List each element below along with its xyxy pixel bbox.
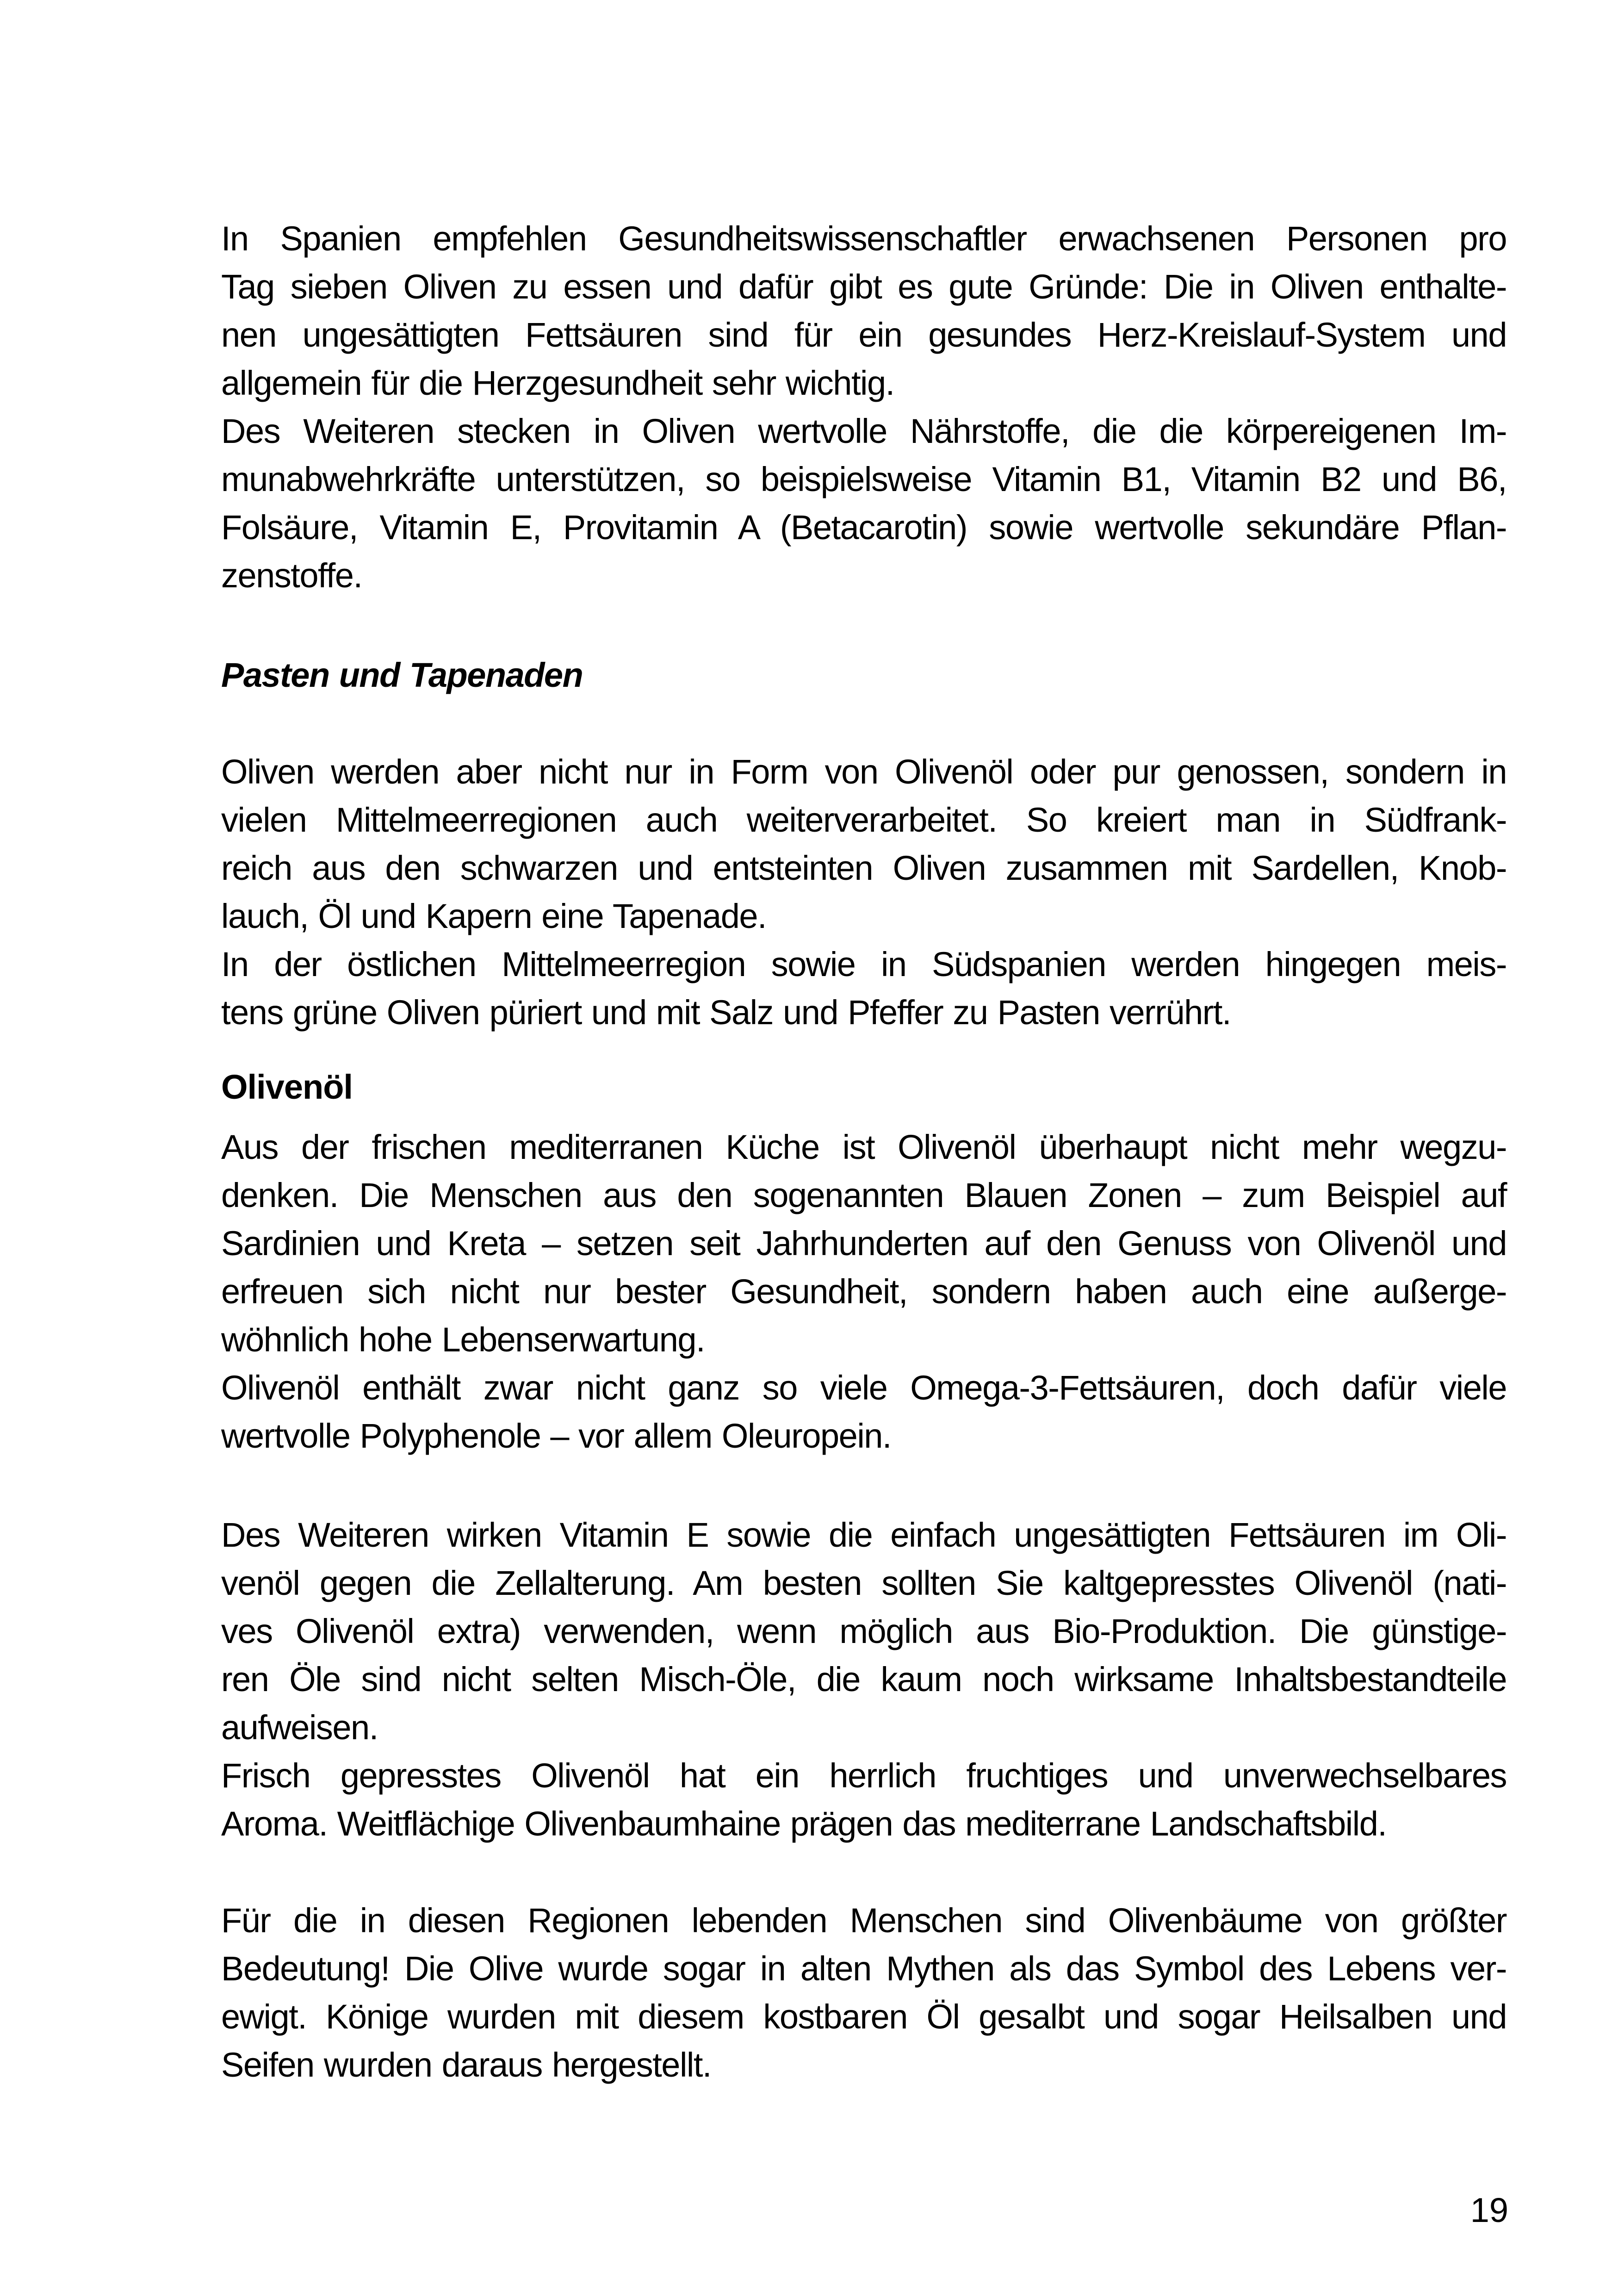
text-line: Frisch gepresstes Olivenöl hat ein herrlich fruchtiges und unverwechselbares <box>221 1756 1506 1795</box>
text-line: zenstoffe. <box>221 556 362 595</box>
text-line: vielen Mittelmeerregionen auch weiterverarbeitet. So kreiert man in Südfrank- <box>221 801 1506 839</box>
text-line: allgemein für die Herzgesundheit sehr wichtig. <box>221 364 894 402</box>
text-line: Bedeutung! Die Olive wurde sogar in alten Mythen als das Symbol des Lebens ver- <box>221 1949 1506 1988</box>
text-line: reich aus den schwarzen und entsteinten Oliven zusammen mit Sardellen, Knob- <box>221 849 1506 887</box>
text-line: Aroma. Weitflächige Olivenbaumhaine prägen das mediterrane Landschaftsbild. <box>221 1804 1387 1843</box>
text-line: ren Öle sind nicht selten Misch-Öle, die kaum noch wirksame Inhaltsbestandteile <box>221 1660 1506 1699</box>
page-number: 19 <box>1470 2191 1508 2229</box>
text-line: aufweisen. <box>221 1708 378 1747</box>
text-line: Aus der frischen mediterranen Küche ist Olivenöl überhaupt nicht mehr wegzu- <box>221 1128 1506 1166</box>
text-line: Olivenöl enthält zwar nicht ganz so viele Omega-3-Fettsäuren, doch dafür viele <box>221 1369 1506 1407</box>
text-line: nen ungesättigten Fettsäuren sind für ein gesundes Herz-Kreislauf-System und <box>221 316 1506 354</box>
text-line: tens grüne Oliven püriert und mit Salz und Pfeffer zu Pasten verrührt. <box>221 993 1231 1032</box>
text-line: wertvolle Polyphenole – vor allem Oleuropein. <box>221 1417 891 1455</box>
text-line: In der östlichen Mittelmeerregion sowie in Südspanien werden hingegen meis- <box>221 945 1506 983</box>
text-line: Des Weiteren stecken in Oliven wertvolle Nährstoffe, die die körpereigenen Im- <box>221 412 1506 450</box>
text-line: erfreuen sich nicht nur bester Gesundheit, sondern haben auch eine außerge- <box>221 1272 1506 1311</box>
section-heading-pasten-und-tapenaden: Pasten und Tapenaden <box>221 656 583 694</box>
section-heading-olivenoel: Olivenöl <box>221 1068 353 1106</box>
text-line: Seifen wurden daraus hergestellt. <box>221 2046 711 2084</box>
text-line: Sardinien und Kreta – setzen seit Jahrhunderten auf den Genuss von Olivenöl und <box>221 1224 1506 1263</box>
text-line: Für die in diesen Regionen lebenden Menschen sind Olivenbäume von größter <box>221 1901 1506 1940</box>
text-line: Oliven werden aber nicht nur in Form von Olivenöl oder pur genossen, sondern in <box>221 753 1506 791</box>
text-line: wöhnlich hohe Lebenserwartung. <box>221 1320 705 1359</box>
text-line: ewigt. Könige wurden mit diesem kostbaren Öl gesalbt und sogar Heilsalben und <box>221 1997 1506 2036</box>
text-line: Des Weiteren wirken Vitamin E sowie die einfach ungesättigten Fettsäuren im Oli- <box>221 1516 1506 1554</box>
text-line: denken. Die Menschen aus den sogenannten Blauen Zonen – zum Beispiel auf <box>221 1176 1506 1214</box>
text-line: In Spanien empfehlen Gesundheitswissenschaftler erwachsenen Personen pro <box>221 219 1506 258</box>
text-line: Folsäure, Vitamin E, Provitamin A (Betacarotin) sowie wertvolle sekundäre Pflan- <box>221 508 1506 547</box>
text-line: munabwehrkräfte unterstützen, so beispielsweise Vitamin B1, Vitamin B2 und B6, <box>221 460 1506 498</box>
text-line: Tag sieben Oliven zu essen und dafür gibt es gute Gründe: Die in Oliven enthalte- <box>221 268 1506 306</box>
text-line: venöl gegen die Zellalterung. Am besten sollten Sie kaltgepresstes Olivenöl (nati- <box>221 1564 1506 1602</box>
text-line: lauch, Öl und Kapern eine Tapenade. <box>221 897 767 935</box>
text-line: ves Olivenöl extra) verwenden, wenn möglich aus Bio-Produktion. Die günstige- <box>221 1612 1506 1650</box>
